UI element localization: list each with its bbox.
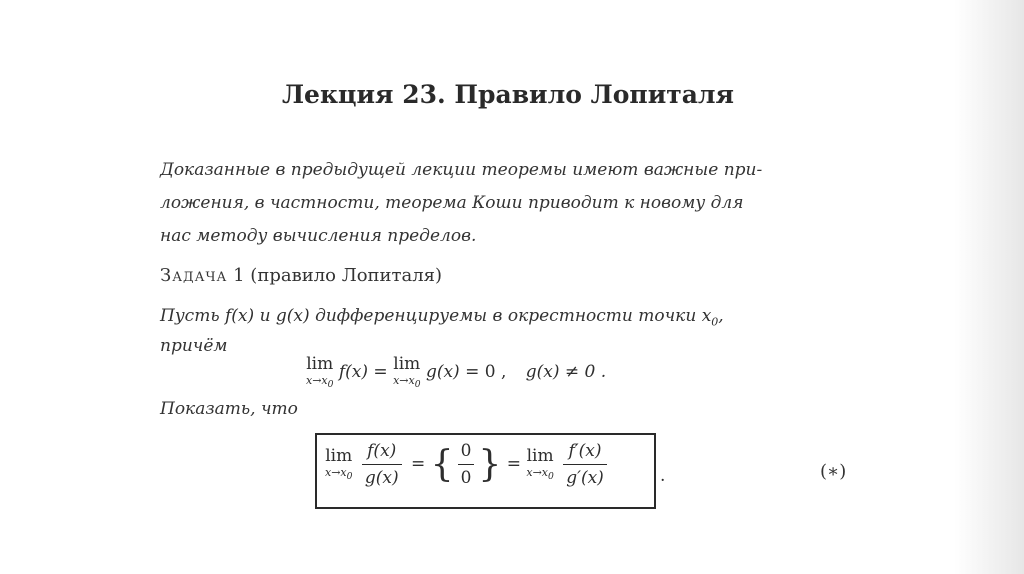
boxed-formula (325, 441, 611, 488)
statement-post: дифференцируемы в окрестности точки (315, 306, 697, 326)
condition-eq: = (373, 362, 388, 383)
page-edge-shadow (954, 0, 1024, 574)
condition-zero: = 0 , (465, 362, 507, 383)
statement-and: и (259, 306, 271, 326)
limit-condition (306, 356, 606, 389)
brace-close: } (478, 444, 502, 485)
statement-line-2: причём (160, 336, 228, 356)
fraction-derivatives: $\frac{f'(x)}{g'(x)}$ (563, 441, 607, 488)
condition-g: g(x) (425, 362, 460, 383)
point-x0: $x_0$ (701, 306, 719, 329)
fraction-zero-over-zero: $\frac{0}{0}$ (458, 441, 475, 488)
condition-f: f(x) (338, 362, 369, 383)
condition-inequality: g(x) ≠ 0 . (525, 362, 607, 383)
task-label: Задача (160, 265, 228, 286)
boxed-eq-2: = (506, 454, 521, 474)
statement-comma: , (718, 306, 724, 326)
boxed-eq-1: = (411, 454, 426, 474)
statement-line-1 (160, 306, 724, 328)
lecture-title: Лекция 23. Правило Лопиталя (281, 80, 735, 109)
intro-line-3: нас методу вычисления пределов. (160, 226, 477, 246)
equation-tag: (∗) (820, 461, 847, 482)
limit-operator-f: lim $x\to x_0$ (306, 354, 334, 391)
intro-line-2: ложения, в частности, теорема Коши приводит к новому для (160, 193, 744, 213)
function-g: g(x) (275, 306, 310, 326)
fraction-f-over-g: $\frac{f(x)}{g(x)}$ (362, 441, 402, 488)
task-name: (правило Лопиталя) (250, 265, 443, 286)
statement-pre: Пусть (160, 306, 220, 326)
task-heading (160, 265, 442, 286)
boxed-limit-left: lim $x\to x_0$ (325, 445, 353, 482)
task-number: 1 (233, 265, 245, 286)
show-that: Показать, что (160, 399, 298, 419)
boxed-period: . (660, 466, 666, 486)
limit-operator-g: lim $x\to x_0$ (393, 354, 421, 391)
boxed-limit-right: lim $x\to x_0$ (526, 445, 554, 482)
function-f: f(x) (225, 306, 255, 326)
brace-open: { (430, 444, 454, 485)
intro-line-1: Доказанные в предыдущей лекции теоремы имеют важные при- (160, 160, 763, 180)
